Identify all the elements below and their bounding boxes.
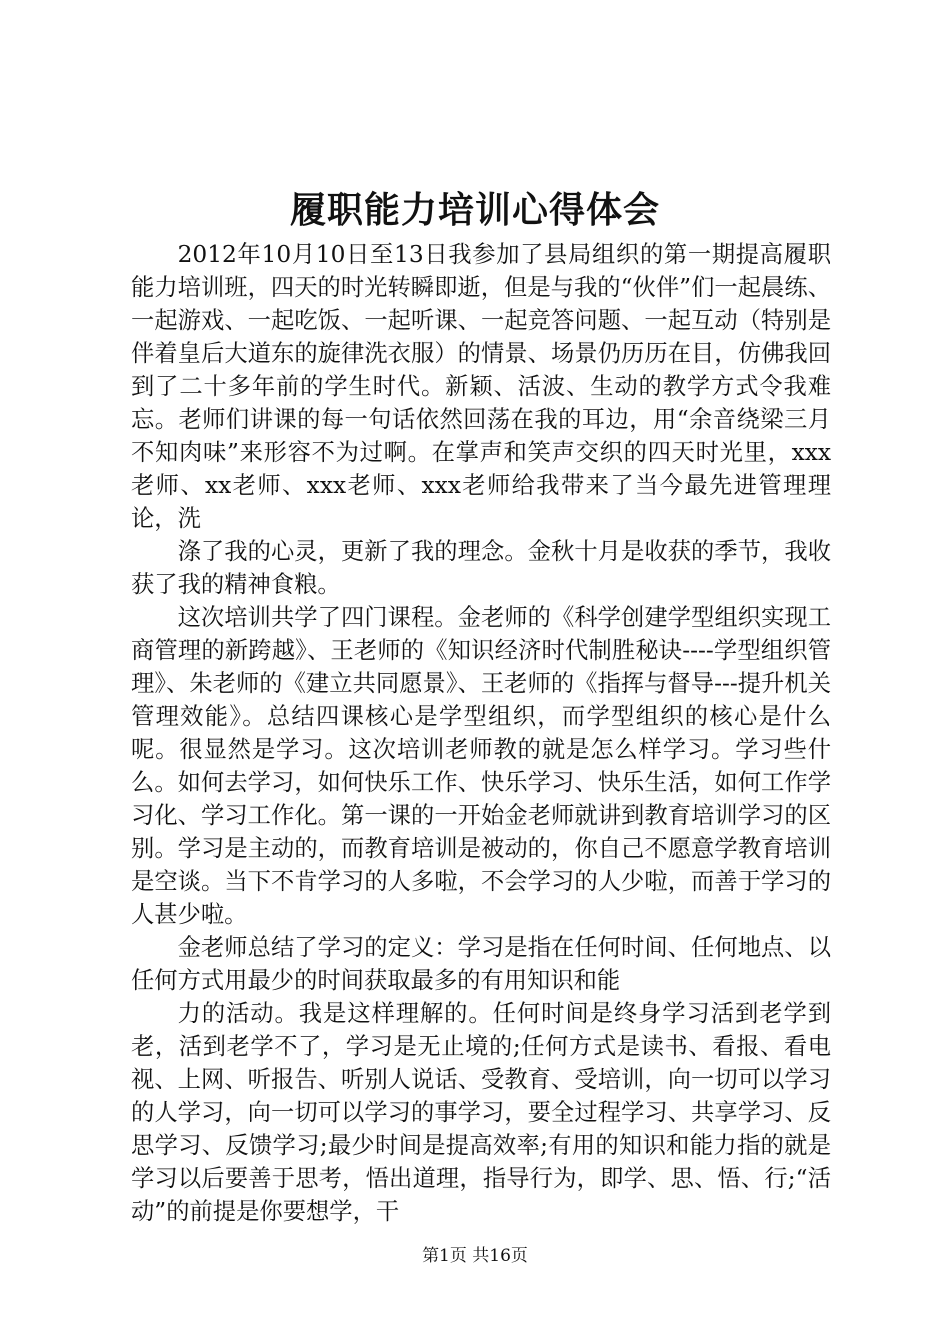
page-footer: 第1页 共16页 bbox=[422, 1246, 528, 1266]
document-title: 履职能力培训心得体会 bbox=[289, 189, 660, 231]
document-body bbox=[131, 238, 831, 1228]
paragraph: 这次培训共学了四门课程。金老师的《科学创建学型组织实现工商管理的新跨越》、王老师的《知识经济时代制胜秘诀----学型组织管理》、朱老师的《建立共同愿景》、王老师的《指挥与督导---提升机关管理效能》。总结四课核心是学型组织，而学型组织的核心是什么呢。很显然是学习。这次培训老师教的就是怎么样学习。学习些什么。如何去学习，如何快乐工作、快乐学习、快乐生活，如何工作学习化、学习工作化。第一课的一开始金老师就讲到教育培训学习的区别。学习是主动的，而教育培训是被动的，你自己不愿意学教育培训是空谈。当下不肯学习的人多啦，不会学习的人少啦，而善于学习的人甚少啦。 bbox=[131, 604, 831, 928]
paragraph: 金老师总结了学习的定义：学习是指在任何时间、任何地点、以任何方式用最少的时间获取最多的有用知识和能 bbox=[131, 934, 831, 994]
paragraph: 涤了我的心灵，更新了我的理念。金秋十月是收获的季节，我收获了我的精神食粮。 bbox=[131, 538, 831, 598]
paragraph: 2012年10月10日至13日我参加了县局组织的第一期提高履职能力培训班，四天的时光转瞬即逝，但是与我的“伙伴”们一起晨练、一起游戏、一起吃饭、一起听课、一起竞答问题、一起互动（特别是伴着皇后大道东的旋律洗衣服）的情景、场景仍历历在目，仿佛我回到了二十多年前的学生时代。新颖、活波、生动的教学方式令我难忘。老师们讲课的每一句话依然回荡在我的耳边，用“余音绕梁三月不知肉味”来形容不为过啊。在掌声和笑声交织的四天时光里，xxx老师、xx老师、xxx老师、xxx老师给我带来了当今最先进管理理论，洗 bbox=[131, 241, 831, 532]
paragraph: 力的活动。我是这样理解的。任何时间是终身学习活到老学到老，活到老学不了，学习是无止境的;任何方式是读书、看报、看电视、上网、听报告、听别人说话、受教育、受培训，向一切可以学习的人学习，向一切可以学习的事学习，要全过程学习、共享学习、反思学习、反馈学习;最少时间是提高效率;有用的知识和能力指的就是学习以后要善于思考，悟出道理，指导行为，即学、思、悟、行;“活动”的前提是你要想学，干 bbox=[131, 1000, 831, 1225]
